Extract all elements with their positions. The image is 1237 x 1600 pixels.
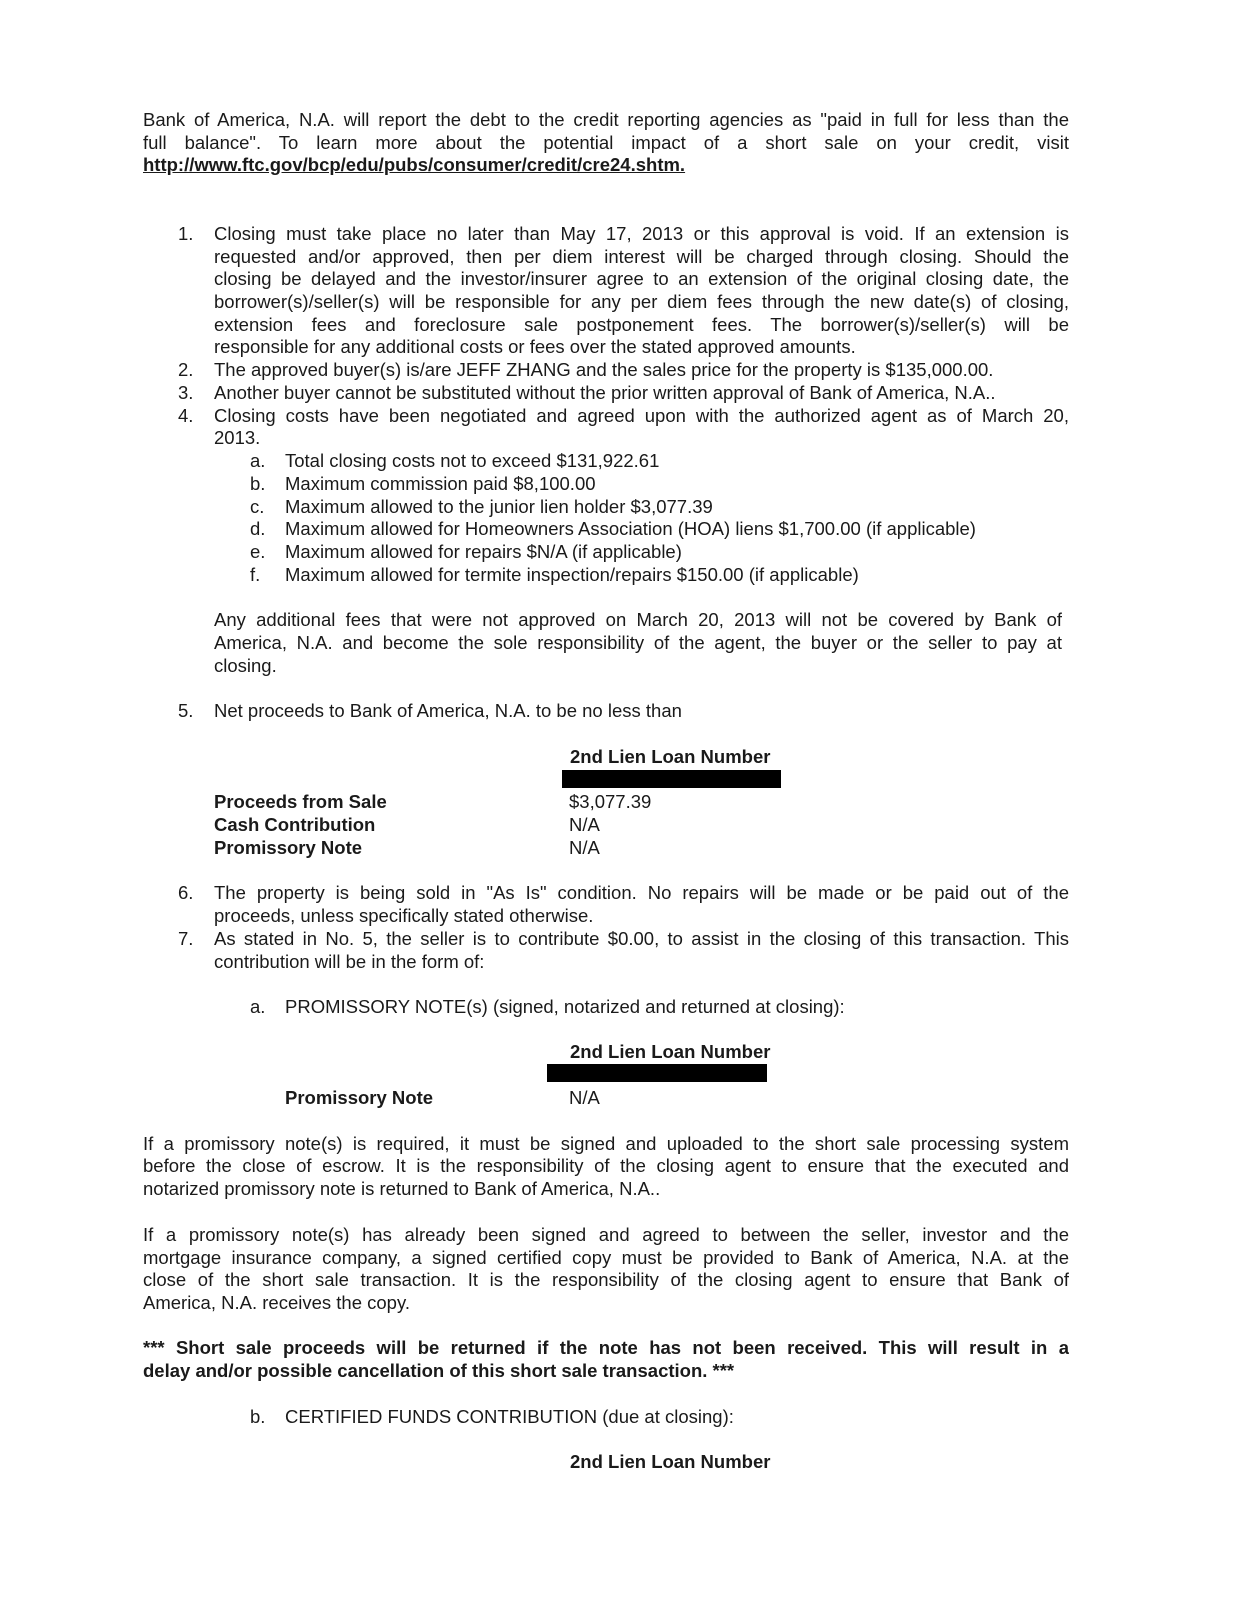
item-line: borrower(s)/seller(s) will be responsible for any per diem fees through the new date(s) of closing,	[214, 291, 1069, 312]
sub-letter: b.	[250, 1406, 266, 1427]
item-line: Closing must take place no later than May 17, 2013 or this approval is void. If an extension is	[214, 223, 1069, 244]
item-line: proceeds, unless specifically stated otherwise.	[214, 905, 594, 926]
table-value: $3,077.39	[569, 791, 652, 812]
redaction-bar	[562, 770, 781, 788]
sub-letter: e.	[250, 541, 266, 562]
item-line: As stated in No. 5, the seller is to contribute $0.00, to assist in the closing of this transaction. This	[214, 928, 1069, 949]
sub-letter: a.	[250, 450, 266, 471]
table-label: Promissory Note	[214, 837, 363, 858]
item-number: 2.	[178, 359, 194, 380]
sub-letter: c.	[250, 496, 265, 517]
table-header: 2nd Lien Loan Number	[570, 746, 771, 767]
table-value: N/A	[569, 814, 600, 835]
table-header: 2nd Lien Loan Number	[570, 1041, 771, 1062]
sub-letter: f.	[250, 564, 261, 585]
item-line: Net proceeds to Bank of America, N.A. to be no less than	[214, 700, 682, 721]
item-line: The property is being sold in "As Is" condition. No repairs will be made or be paid out of the	[214, 882, 1069, 903]
item-line: responsible for any additional costs or fees over the stated approved amounts.	[214, 336, 856, 357]
item-number: 4.	[178, 405, 194, 426]
note-line: America, N.A. and become the sole responsibility of the agent, the buyer or the seller to pay at	[214, 632, 1062, 653]
table-value: N/A	[569, 837, 600, 858]
sub-item: Maximum allowed for repairs $N/A (if applicable)	[285, 541, 682, 562]
table-label: Cash Contribution	[214, 814, 376, 835]
para-line: close of the short sale transaction. It is the responsibility of the closing agent to ensure that Bank of	[143, 1269, 1069, 1290]
sub-item: PROMISSORY NOTE(s) (signed, notarized and returned at closing):	[285, 996, 845, 1017]
redaction-bar	[547, 1064, 767, 1082]
item-line: The approved buyer(s) is/are JEFF ZHANG and the sales price for the property is $135,000.00.	[214, 359, 994, 380]
item-line: contribution will be in the form of:	[214, 951, 485, 972]
item-number: 6.	[178, 882, 194, 903]
intro-line: full balance". To learn more about the potential impact of a short sale on your credit, visit	[143, 132, 1069, 153]
sub-item: Maximum allowed to the junior lien holder $3,077.39	[285, 496, 713, 517]
item-number: 5.	[178, 700, 194, 721]
para-line: before the close of escrow. It is the responsibility of the closing agent to ensure that the executed and	[143, 1155, 1069, 1176]
table-label: Promissory Note	[285, 1087, 434, 1108]
table-value: N/A	[569, 1087, 600, 1108]
item-line: Closing costs have been negotiated and agreed upon with the authorized agent as of March 20,	[214, 405, 1069, 426]
ftc-link[interactable]: http://www.ftc.gov/bcp/edu/pubs/consumer/credit/cre24.shtm.	[143, 154, 686, 175]
item-line: requested and/or approved, then per diem interest will be charged through closing. Should the	[214, 246, 1069, 267]
sub-item: Maximum commission paid $8,100.00	[285, 473, 596, 494]
para-line: mortgage insurance company, a signed certified copy must be provided to Bank of America, N.A. at the	[143, 1247, 1069, 1268]
item-line: 2013.	[214, 427, 261, 448]
para-line: notarized promissory note is returned to Bank of America, N.A..	[143, 1178, 661, 1199]
sub-item: CERTIFIED FUNDS CONTRIBUTION (due at closing):	[285, 1406, 734, 1427]
sub-letter: a.	[250, 996, 266, 1017]
intro-line: Bank of America, N.A. will report the debt to the credit reporting agencies as "paid in full for less than the	[143, 109, 1069, 130]
table-label: Proceeds from Sale	[214, 791, 387, 812]
item-number: 3.	[178, 382, 194, 403]
sub-item: Maximum allowed for Homeowners Association (HOA) liens $1,700.00 (if applicable)	[285, 518, 976, 539]
sub-item: Total closing costs not to exceed $131,922.61	[285, 450, 660, 471]
item-number: 7.	[178, 928, 194, 949]
para-line: If a promissory note(s) is required, it must be signed and uploaded to the short sale processing system	[143, 1133, 1069, 1154]
item-line: closing be delayed and the investor/insurer agree to an extension of the original closing date, the	[214, 268, 1069, 289]
sub-item: Maximum allowed for termite inspection/repairs $150.00 (if applicable)	[285, 564, 859, 585]
table-header: 2nd Lien Loan Number	[570, 1451, 771, 1472]
item-line: extension fees and foreclosure sale postponement fees. The borrower(s)/seller(s) will be	[214, 314, 1069, 335]
warning-line: *** Short sale proceeds will be returned if the note has not been received. This will result in a	[143, 1337, 1069, 1358]
item-line: Another buyer cannot be substituted without the prior written approval of Bank of America, N.A..	[214, 382, 996, 403]
note-line: closing.	[214, 655, 277, 676]
para-line: If a promissory note(s) has already been signed and agreed to between the seller, investor and the	[143, 1224, 1069, 1245]
sub-letter: d.	[250, 518, 266, 539]
para-line: America, N.A. receives the copy.	[143, 1292, 410, 1313]
note-line: Any additional fees that were not approved on March 20, 2013 will not be covered by Bank of	[214, 609, 1062, 630]
warning-line: delay and/or possible cancellation of this short sale transaction. ***	[143, 1360, 735, 1381]
item-number: 1.	[178, 223, 194, 244]
sub-letter: b.	[250, 473, 266, 494]
